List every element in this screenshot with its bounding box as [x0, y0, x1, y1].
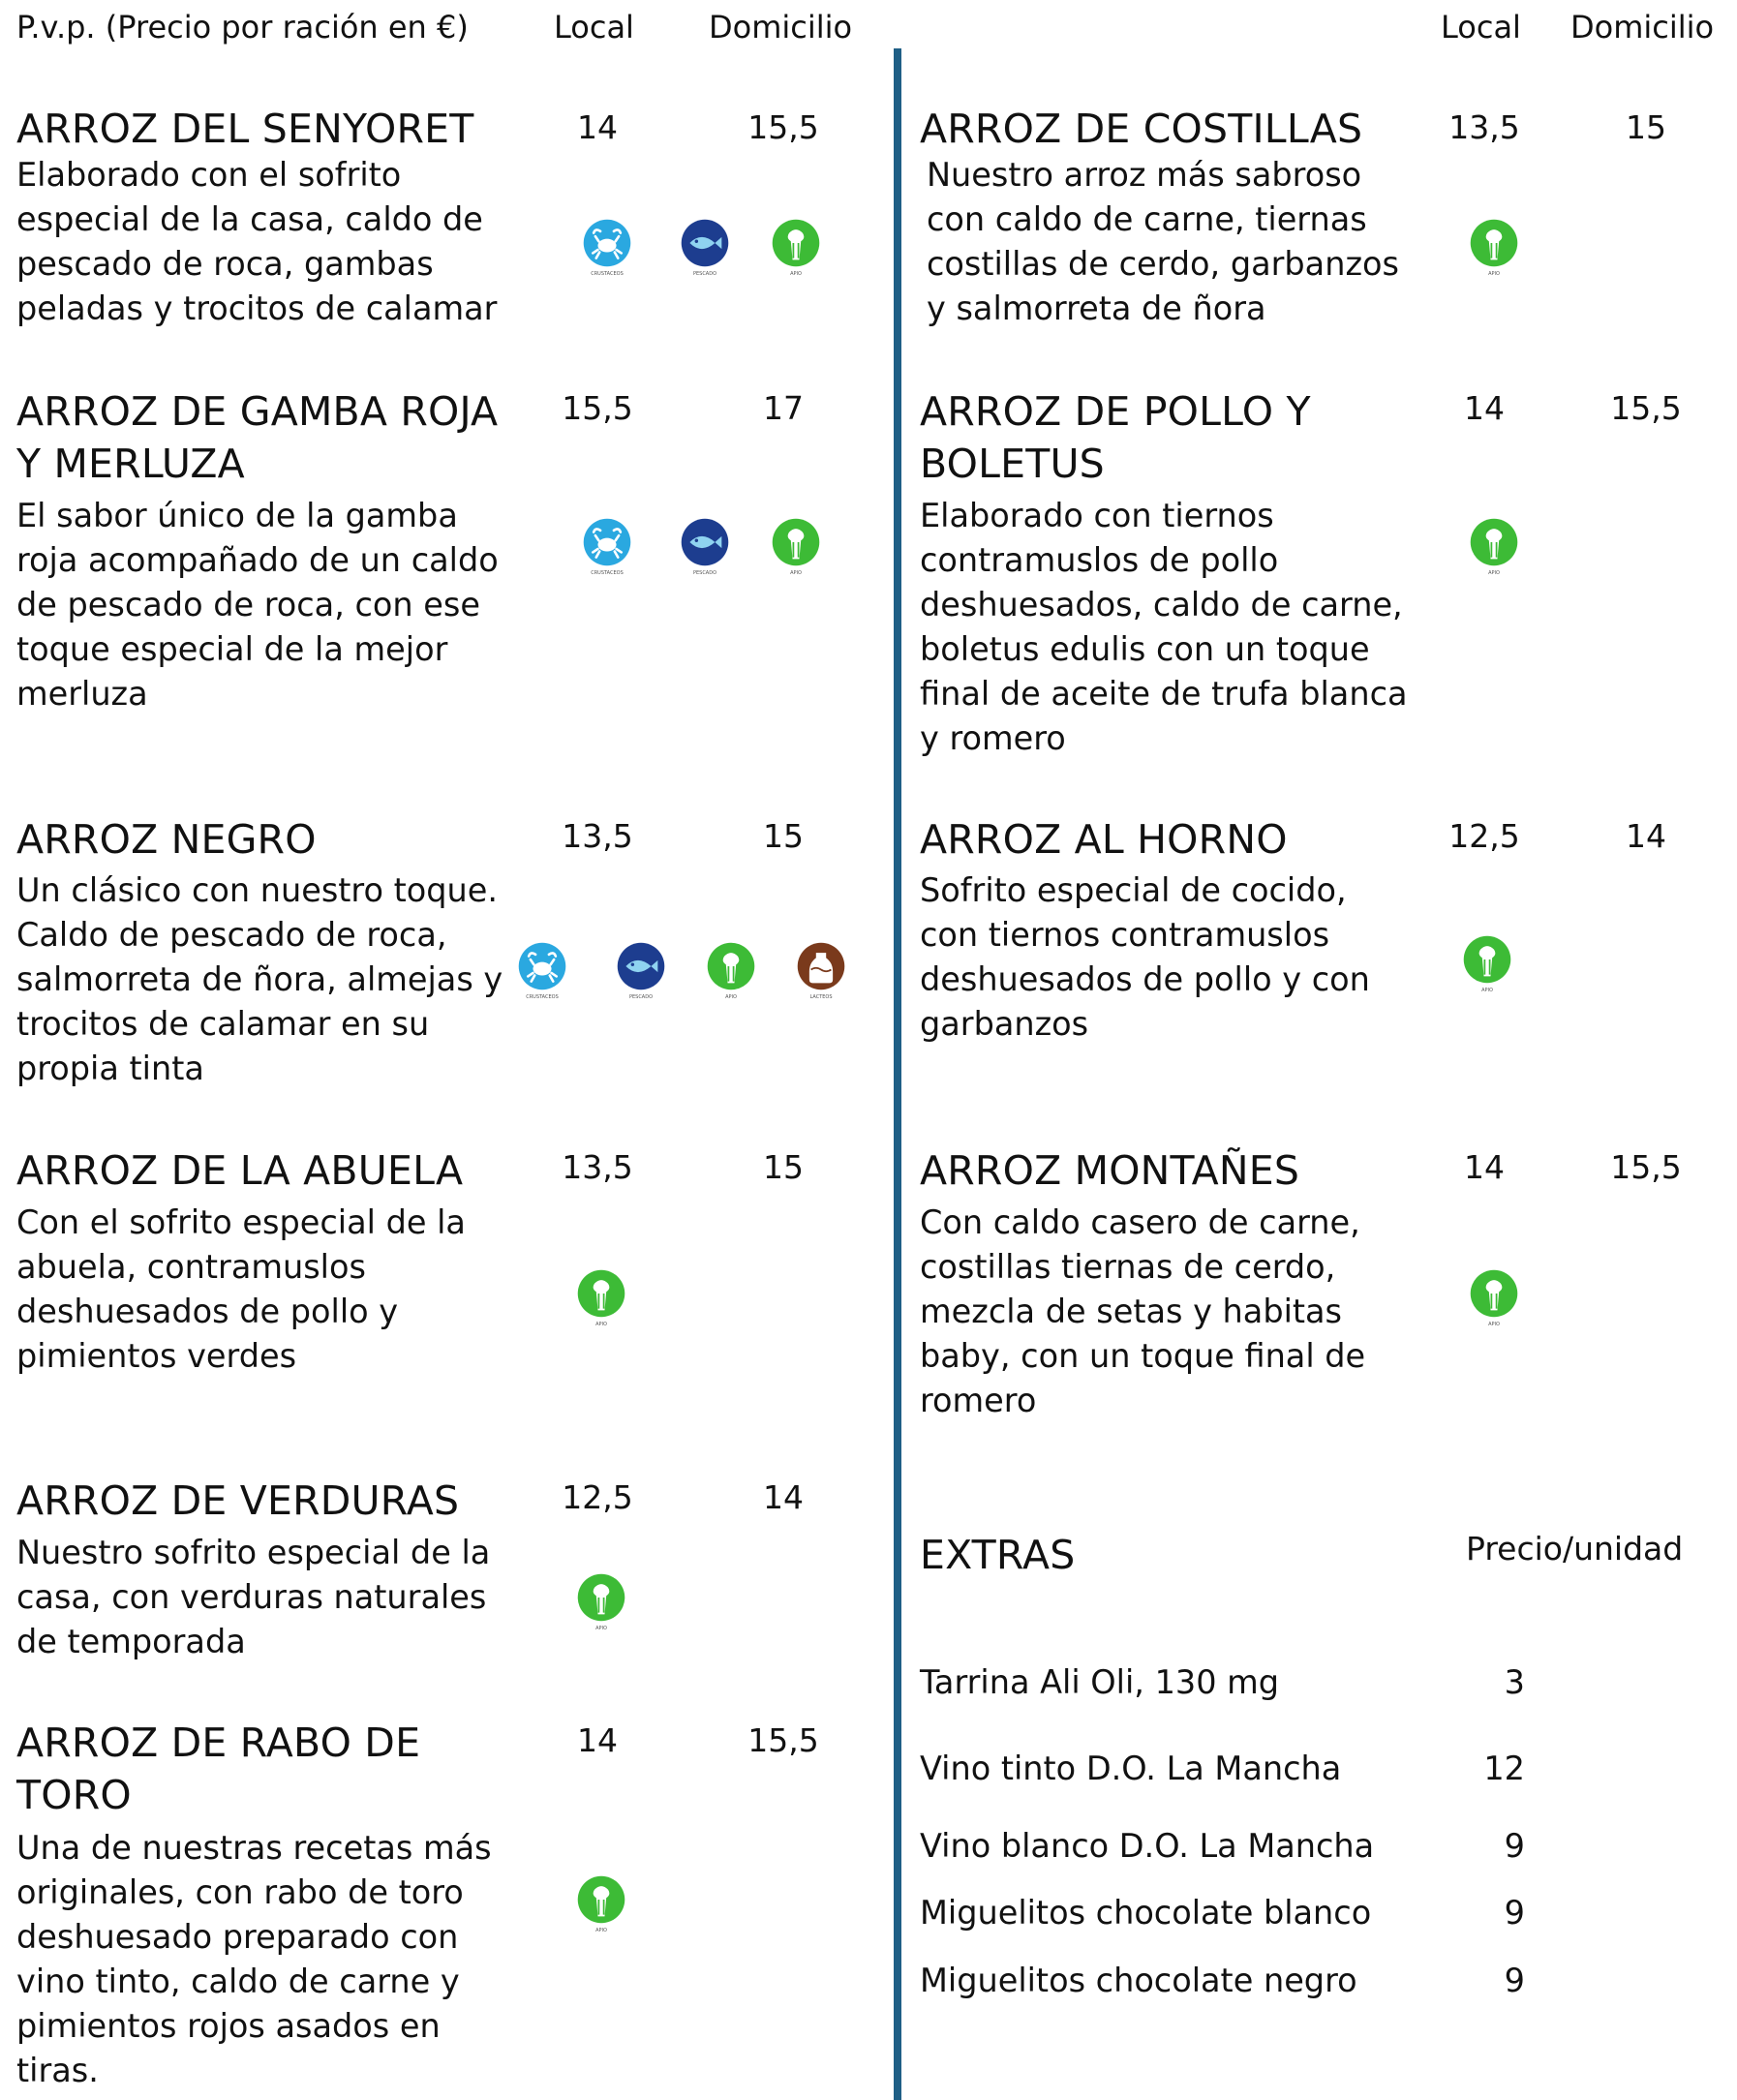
crustaceos-icon: CRUSTACEOS: [578, 218, 636, 278]
extras-item-name: Miguelitos chocolate blanco: [920, 1894, 1372, 1932]
lacteos-icon: LACTEOS: [792, 941, 850, 1001]
col-header-local-left: Local: [554, 9, 634, 46]
dish-description: Sofrito especial de cocido, con tiernos contramuslos deshuesados de pollo y con garbanzos: [920, 871, 1370, 1043]
extras-item-price: 9: [1504, 1894, 1525, 1932]
price-local: 14: [577, 1721, 618, 1759]
price-header-title: P.v.p. (Precio por ración en €): [16, 9, 469, 46]
apio-icon: APIO: [572, 1874, 630, 1934]
dish-name: ARROZ DEL SENYORET: [16, 106, 474, 152]
dish-name: ARROZ DE RABO DE TORO: [16, 1720, 421, 1818]
extras-item-price: 3: [1504, 1663, 1525, 1701]
price-local: 14: [577, 108, 618, 146]
column-divider: [894, 48, 901, 2100]
extras-item-name: Miguelitos chocolate negro: [920, 1962, 1357, 1999]
crustaceos-icon: CRUSTACEOS: [578, 517, 636, 577]
apio-icon: APIO: [572, 1268, 630, 1328]
col-header-domicilio-left: Domicilio: [709, 9, 853, 46]
price-domicilio: 14: [1626, 817, 1666, 855]
price-local: 14: [1464, 1148, 1505, 1186]
dish-description: Un clásico con nuestro toque. Caldo de pescado de roca, salmorreta de ñora, almejas y trocitos de calamar en su propia tinta: [16, 871, 503, 1087]
dish-description: Nuestro sofrito especial de la casa, con verduras naturales de temporada: [16, 1534, 491, 1660]
pescado-icon: PESCADO: [612, 941, 670, 1001]
price-domicilio: 15: [763, 1148, 804, 1186]
dish-name: ARROZ AL HORNO: [920, 816, 1288, 863]
extras-item-price: 9: [1504, 1962, 1525, 1999]
dish-description: Con el sofrito especial de la abuela, contramuslos deshuesados de pollo y pimientos verdes: [16, 1203, 466, 1375]
price-local: 12,5: [562, 1478, 633, 1516]
price-domicilio: 15,5: [747, 108, 819, 146]
extras-item-name: Tarrina Ali Oli, 130 mg: [920, 1663, 1280, 1701]
price-local: 12,5: [1448, 817, 1520, 855]
price-domicilio: 15: [763, 817, 804, 855]
extras-price-header: Precio/unidad: [1466, 1530, 1684, 1567]
crustaceos-icon: CRUSTACEOS: [513, 941, 571, 1001]
dish-name: ARROZ DE LA ABUELA: [16, 1147, 464, 1194]
apio-icon: APIO: [767, 517, 825, 577]
col-header-local-right: Local: [1441, 9, 1521, 46]
price-local: 13,5: [1448, 108, 1520, 146]
price-local: 14: [1464, 389, 1505, 427]
price-domicilio: 15,5: [1610, 389, 1682, 427]
dish-name: ARROZ DE POLLO Y BOLETUS: [920, 388, 1311, 487]
dish-name: ARROZ DE GAMBA ROJA Y MERLUZA: [16, 388, 499, 487]
extras-item-name: Vino tinto D.O. La Mancha: [920, 1750, 1342, 1787]
apio-icon: APIO: [572, 1572, 630, 1632]
apio-icon: APIO: [702, 941, 760, 1001]
dish-name: ARROZ NEGRO: [16, 816, 317, 863]
price-domicilio: 14: [763, 1478, 804, 1516]
extras-item-name: Vino blanco D.O. La Mancha: [920, 1827, 1375, 1865]
col-header-domicilio-right: Domicilio: [1570, 9, 1715, 46]
dish-description: El sabor único de la gamba roja acompañado de un caldo de pescado de roca, con ese toque especial de la mejor merluza: [16, 497, 499, 713]
apio-icon: APIO: [1458, 934, 1516, 994]
price-local: 13,5: [562, 817, 633, 855]
dish-name: ARROZ MONTAÑES: [920, 1147, 1300, 1194]
dish-description: Con caldo casero de carne, costillas tiernas de cerdo, mezcla de setas y habitas baby, con un toque final de romero: [920, 1203, 1366, 1419]
dish-description: Nuestro arroz más sabroso con caldo de carne, tiernas costillas de cerdo, garbanzos y salmorreta de ñora: [927, 156, 1399, 327]
price-domicilio: 15,5: [1610, 1148, 1682, 1186]
price-local: 15,5: [562, 389, 633, 427]
dish-description: Una de nuestras recetas más originales, con rabo de toro deshuesado preparado con vino tinto, caldo de carne y pimientos rojos asados en tiras.: [16, 1829, 492, 2089]
extras-item-price: 9: [1504, 1827, 1525, 1865]
apio-icon: APIO: [1465, 1268, 1523, 1328]
price-domicilio: 15,5: [747, 1721, 819, 1759]
apio-icon: APIO: [1465, 218, 1523, 278]
dish-description: Elaborado con el sofrito especial de la casa, caldo de pescado de roca, gambas peladas y trocitos de calamar: [16, 156, 498, 327]
extras-title: EXTRAS: [920, 1532, 1076, 1578]
dish-description: Elaborado con tiernos contramuslos de pollo deshuesados, caldo de carne, boletus edulis con un toque final de aceite de trufa blanca y romero: [920, 497, 1408, 757]
dish-name: ARROZ DE VERDURAS: [16, 1477, 460, 1524]
price-domicilio: 15: [1626, 108, 1666, 146]
price-domicilio: 17: [763, 389, 804, 427]
apio-icon: APIO: [767, 218, 825, 278]
price-local: 13,5: [562, 1148, 633, 1186]
dish-name: ARROZ DE COSTILLAS: [920, 106, 1363, 152]
pescado-icon: PESCADO: [676, 218, 734, 278]
pescado-icon: PESCADO: [676, 517, 734, 577]
extras-item-price: 12: [1483, 1750, 1525, 1787]
apio-icon: APIO: [1465, 517, 1523, 577]
